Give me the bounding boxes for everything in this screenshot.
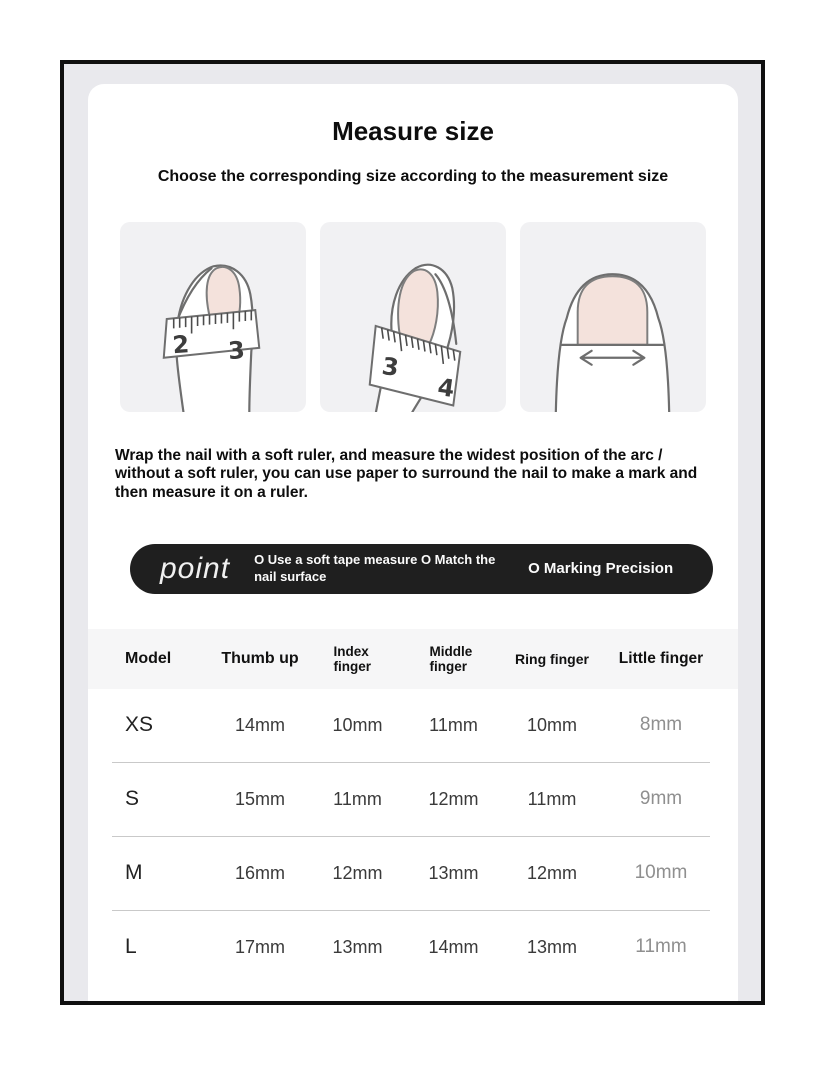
cell-ring: 13mm: [526, 936, 577, 957]
page-title: Measure size: [332, 116, 494, 146]
cell-little: 8mm: [639, 714, 683, 736]
col-header-little-finger: Little finger: [618, 649, 704, 667]
ruler-number: 2: [171, 330, 191, 360]
point-tip-tape-measure: O Use a soft tape measure O Match the nail surface: [254, 551, 496, 584]
point-callout-bar: [130, 544, 713, 594]
cell-ring: 11mm: [527, 788, 577, 809]
measurement-illustrations: [120, 222, 706, 412]
measurement-instructions: Wrap the nail with a soft ruler, and measure the widest position of the arc / without a soft ruler, you can use paper to surround the nail to make a mark and then measure it on a ruler.: [115, 447, 698, 501]
ruler-number: 4: [435, 372, 457, 403]
illustration-nail-width: [520, 222, 706, 412]
size-table-header-row: [88, 629, 738, 689]
black-border-panel: [60, 60, 765, 1005]
nail-shape: [578, 276, 648, 345]
cell-little: 11mm: [635, 936, 687, 958]
cell-thumb: 17mm: [234, 936, 285, 957]
cell-thumb: 15mm: [234, 788, 285, 809]
point-tip-marking-precision: O Marking Precision: [528, 560, 674, 578]
ruler-number: 3: [380, 352, 401, 383]
finger-tape-measure-icon: [120, 222, 306, 412]
table-row-m: [88, 837, 738, 910]
cell-middle: 11mm: [429, 714, 478, 735]
col-header-model: Model: [125, 649, 172, 667]
cell-thumb: 14mm: [234, 714, 285, 735]
col-header-thumb: Thumb up: [221, 649, 299, 667]
cell-middle: 13mm: [428, 862, 479, 883]
col-header-middle-finger: Middle finger: [429, 643, 473, 674]
cell-ring: 10mm: [526, 714, 577, 735]
cell-model: XS: [125, 713, 154, 737]
measure-size-card: [88, 84, 738, 1001]
cell-index: 11mm: [333, 788, 382, 809]
table-row-l: [88, 911, 738, 984]
cell-little: 9mm: [639, 788, 683, 810]
cell-model: L: [125, 935, 137, 959]
cell-thumb: 16mm: [234, 862, 285, 883]
cell-middle: 14mm: [428, 936, 479, 957]
page-subtitle: Choose the corresponding size according to the measurement size: [157, 168, 669, 185]
ruler-number: 3: [227, 336, 246, 366]
cell-little: 10mm: [634, 862, 688, 884]
col-header-ring-finger: Ring finger: [515, 650, 589, 667]
cell-middle: 12mm: [428, 788, 479, 809]
cell-index: 12mm: [332, 862, 383, 883]
illustration-tape-2-3: [120, 222, 306, 412]
table-row-xs: [88, 689, 738, 762]
point-label: point: [160, 551, 231, 585]
illustration-tape-3-4: [320, 222, 506, 412]
cell-model: M: [125, 861, 143, 885]
finger-tape-measure-icon: [320, 222, 506, 412]
table-row-s: [88, 763, 738, 836]
cell-ring: 12mm: [526, 862, 577, 883]
size-table: [88, 629, 738, 984]
cell-index: 13mm: [332, 936, 383, 957]
nail-width-arrow-icon: [520, 222, 706, 412]
cell-index: 10mm: [332, 714, 383, 735]
cell-model: S: [125, 787, 140, 811]
col-header-index-finger: Index finger: [333, 643, 372, 674]
